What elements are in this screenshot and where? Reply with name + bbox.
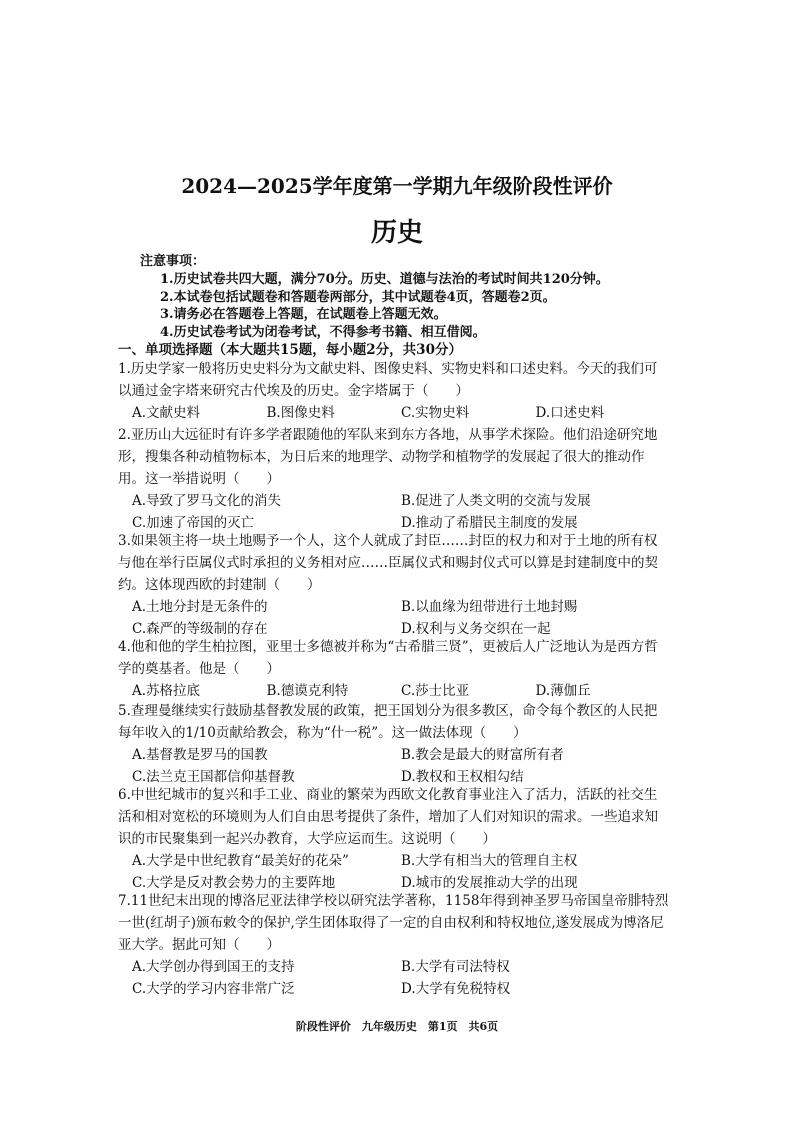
question-stem: 1.历史学家一般将历史史料分为文献史料、图像史料、实物史料和口述史料。今天的我们可以通过金字塔来研究古代埃及的历史。金字塔属于（ ） bbox=[118, 361, 658, 399]
option-c: C.莎士比亚 bbox=[401, 683, 470, 699]
question-options bbox=[118, 850, 670, 872]
question-2 bbox=[118, 424, 670, 534]
question-5 bbox=[118, 700, 670, 788]
question-options bbox=[118, 680, 670, 702]
option-b: B.以血缘为纽带进行土地封赐 bbox=[401, 599, 578, 615]
option-b: B.教会是最大的财富所有者 bbox=[401, 747, 564, 763]
option-b: B.大学有司法特权 bbox=[401, 959, 510, 975]
option-c: C.大学是反对教会势力的主要阵地 bbox=[132, 875, 336, 891]
option-d: D.推动了希腊民主制度的发展 bbox=[401, 515, 578, 531]
option-d: D.城市的发展推动大学的出现 bbox=[401, 875, 578, 891]
question-options bbox=[118, 490, 670, 512]
question-stem: 3.如果领主将一块土地赐予一个人，这个人就成了封臣……封臣的权力和对于土地的所有权与他在举行臣属仪式时承担的义务相对应……臣属仪式和赐封仪式可以算是封建制度中的契约。这体现西欧的封建制（ ） bbox=[118, 533, 658, 593]
question-stem: 6.中世纪城市的复兴和手工业、商业的繁荣为西欧文化教育事业注入了活力，活跃的社交生活和相对宽松的环境则为人们自由思考提供了条件，增加了人们对知识的需求。一些追求知识的市民聚集到一起兴办教育，大学应运而生。这说明（ ） bbox=[118, 787, 658, 847]
option-c: C.实物史料 bbox=[401, 405, 470, 421]
option-c: C.法兰克王国都信仰基督教 bbox=[132, 769, 295, 785]
option-d: D.大学有免税特权 bbox=[401, 981, 511, 997]
notice-item: 1.历史试卷共四大题，满分70分。历史、道德与法治的考试时间共120分钟。 bbox=[160, 272, 609, 287]
option-d: D.权利与义务交织在一起 bbox=[401, 621, 551, 637]
subject-title: 历史 bbox=[370, 218, 423, 248]
option-d: D.教权和王权相勾结 bbox=[401, 769, 524, 785]
page-footer: 阶段性评价 九年级历史 第1页 共6页 bbox=[295, 1020, 499, 1033]
notice-block bbox=[140, 250, 760, 341]
question-stem: 2.亚历山大远征时有许多学者跟随他的军队来到东方各地，从事学术探险。他们沿途研究地形，搜集各种动植物标本，为日后来的地理学、动物学和植物学的发展起了很大的推动作用。这一举措说明（ ） bbox=[118, 427, 658, 487]
notice-item: 2.本试卷包括试题卷和答题卷两部分，其中试题卷4页，答题卷2页。 bbox=[160, 289, 556, 305]
question-options bbox=[118, 402, 670, 424]
option-a: A.基督教是罗马的国教 bbox=[132, 747, 268, 763]
question-7 bbox=[118, 890, 670, 1000]
question-1 bbox=[118, 358, 670, 424]
option-a: A.苏格拉底 bbox=[132, 683, 201, 699]
option-d: D.薄伽丘 bbox=[535, 683, 591, 699]
question-options bbox=[118, 956, 670, 978]
option-c: C.森严的等级制的存在 bbox=[132, 621, 268, 637]
option-a: A.文献史料 bbox=[132, 405, 201, 421]
question-6 bbox=[118, 784, 670, 894]
notice-item: 3.请务必在答题卷上答题，在试题卷上答题无效。 bbox=[160, 307, 447, 322]
notice-heading: 注意事项： bbox=[140, 254, 206, 269]
option-b: B.促进了人类文明的交流与发展 bbox=[401, 493, 591, 509]
question-4 bbox=[118, 636, 670, 702]
question-options bbox=[118, 978, 670, 1000]
question-options bbox=[118, 744, 670, 766]
option-b: B.图像史料 bbox=[266, 405, 335, 421]
option-a: A.土地分封是无条件的 bbox=[132, 599, 268, 615]
question-stem: 4.他和他的学生柏拉图，亚里士多德被并称为“古希腊三贤”，更被后人广泛地认为是西方哲学的奠基者。他是（ ） bbox=[118, 639, 658, 677]
question-stem: 5.查理曼继续实行鼓励基督教发展的政策，把王国划分为很多教区，命令每个教区的人民把每年收入的1/10贡献给教会，称为“什一税”。这一做法体现（ ） bbox=[118, 703, 658, 741]
option-b: B.德谟克利特 bbox=[266, 683, 349, 699]
option-d: D.口述史料 bbox=[535, 405, 605, 421]
section-heading: 一、单项选择题（本大题共15题，每小题2分，共30分） bbox=[118, 342, 462, 358]
exam-title: 2024—2025学年度第一学期九年级阶段性评价 bbox=[181, 174, 613, 198]
option-b: B.大学有相当大的管理自主权 bbox=[401, 853, 578, 869]
option-a: A.大学是中世纪教育“最美好的花朵” bbox=[132, 853, 349, 869]
notice-item: 4.历史试卷考试为闭卷考试，不得参考书籍、相互借阅。 bbox=[160, 324, 486, 340]
question-3 bbox=[118, 530, 670, 640]
option-c: C.大学的学习内容非常广泛 bbox=[132, 981, 295, 997]
question-options bbox=[118, 596, 670, 618]
option-a: A.导致了罗马文化的消失 bbox=[132, 493, 282, 509]
option-a: A.大学创办得到国王的支持 bbox=[132, 959, 295, 975]
option-c: C.加速了帝国的灭亡 bbox=[132, 515, 255, 531]
question-stem: 7.11世纪末出现的博洛尼亚法律学校以研究法学著称，1158年得到神圣罗马帝国皇帝腓特烈一世(红胡子)颁布敕令的保护,学生团体取得了一定的自由权利和特权地位,遂发展成为博洛尼亚大学。据此可知（ ） bbox=[118, 893, 669, 953]
